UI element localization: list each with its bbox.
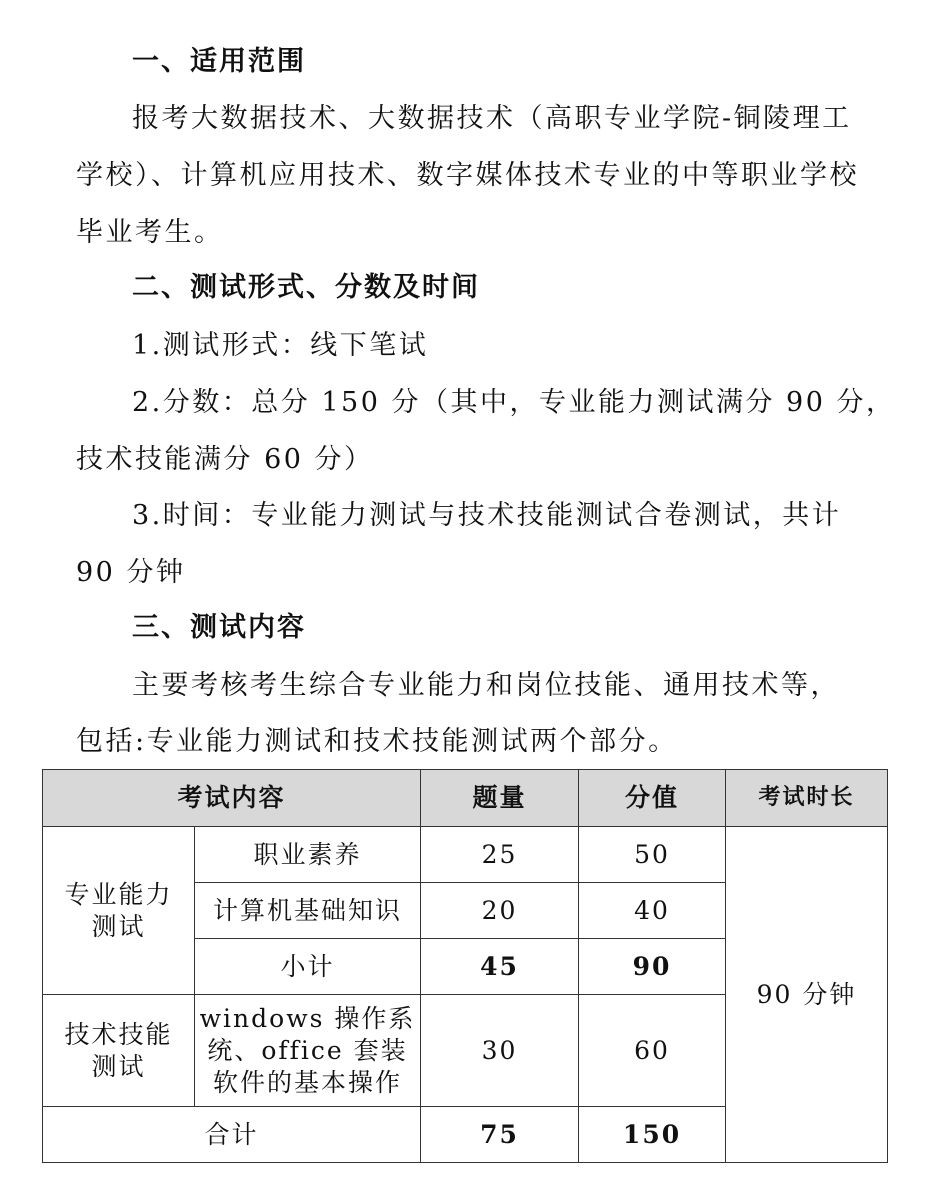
count-cell: 20 <box>421 883 579 939</box>
subtotal-label: 小计 <box>195 939 421 995</box>
exam-content-table <box>42 769 888 1163</box>
item-line-1: windows 操作系 <box>199 1003 416 1033</box>
header-score: 分值 <box>579 770 726 827</box>
section-2-title: 二、测试形式、分数及时间 <box>132 272 480 303</box>
group-technical-skills <box>43 995 195 1107</box>
total-count: 75 <box>421 1107 579 1163</box>
subtotal-count: 45 <box>421 939 579 995</box>
header-exam-content: 考试内容 <box>43 770 421 827</box>
section-1-paragraph-line-2: 学校）、计算机应用技术、数字媒体技术专业的中等职业学校 <box>76 160 859 191</box>
score-cell: 50 <box>579 827 726 883</box>
table-row <box>43 827 888 883</box>
section-2-item-1: 1.测试形式：线下笔试 <box>132 330 429 361</box>
item-line-3: 软件的基本操作 <box>213 1067 403 1097</box>
section-3-paragraph-line-2: 包括:专业能力测试和技术技能测试两个部分。 <box>76 726 678 757</box>
item-cell: 计算机基础知识 <box>195 883 421 939</box>
section-1-paragraph-line-3: 毕业考生。 <box>76 217 224 248</box>
group-name-line-1: 技术技能 <box>64 1019 173 1049</box>
item-line-2: 统、office 套装 <box>207 1035 408 1065</box>
subtotal-score: 90 <box>579 939 726 995</box>
group-name-line-2: 测试 <box>91 1051 146 1081</box>
score-cell: 40 <box>579 883 726 939</box>
score-cell: 60 <box>579 995 726 1107</box>
section-1-title: 一、适用范围 <box>132 46 306 77</box>
section-2-item-2-line-1: 2.分数：总分 150 分（其中，专业能力测试满分 90 分， <box>132 387 896 418</box>
section-2-item-3-line-1: 3.时间：专业能力测试与技术技能测试合卷测试，共计 <box>132 500 842 531</box>
section-3-title: 三、测试内容 <box>132 612 306 643</box>
total-score: 150 <box>579 1107 726 1163</box>
duration-cell: 90 分钟 <box>726 827 888 1163</box>
item-cell: 职业素养 <box>195 827 421 883</box>
section-3-paragraph-line-1: 主要考核考生综合专业能力和岗位技能、通用技术等， <box>132 670 840 701</box>
group-professional-ability <box>43 827 195 995</box>
section-2-item-3-line-2: 90 分钟 <box>76 557 186 588</box>
total-label: 合计 <box>43 1107 421 1163</box>
item-cell <box>195 995 421 1107</box>
section-1-paragraph-line-1: 报考大数据技术、大数据技术（高职专业学院-铜陵理工 <box>132 103 852 134</box>
table-header-row <box>43 770 888 827</box>
group-name-line-2: 测试 <box>91 911 146 941</box>
group-name-line-1: 专业能力 <box>64 879 173 909</box>
count-cell: 25 <box>421 827 579 883</box>
header-question-count: 题量 <box>421 770 579 827</box>
count-cell: 30 <box>421 995 579 1107</box>
header-duration: 考试时长 <box>726 770 888 827</box>
section-2-item-2-line-2: 技术技能满分 60 分） <box>76 444 374 475</box>
